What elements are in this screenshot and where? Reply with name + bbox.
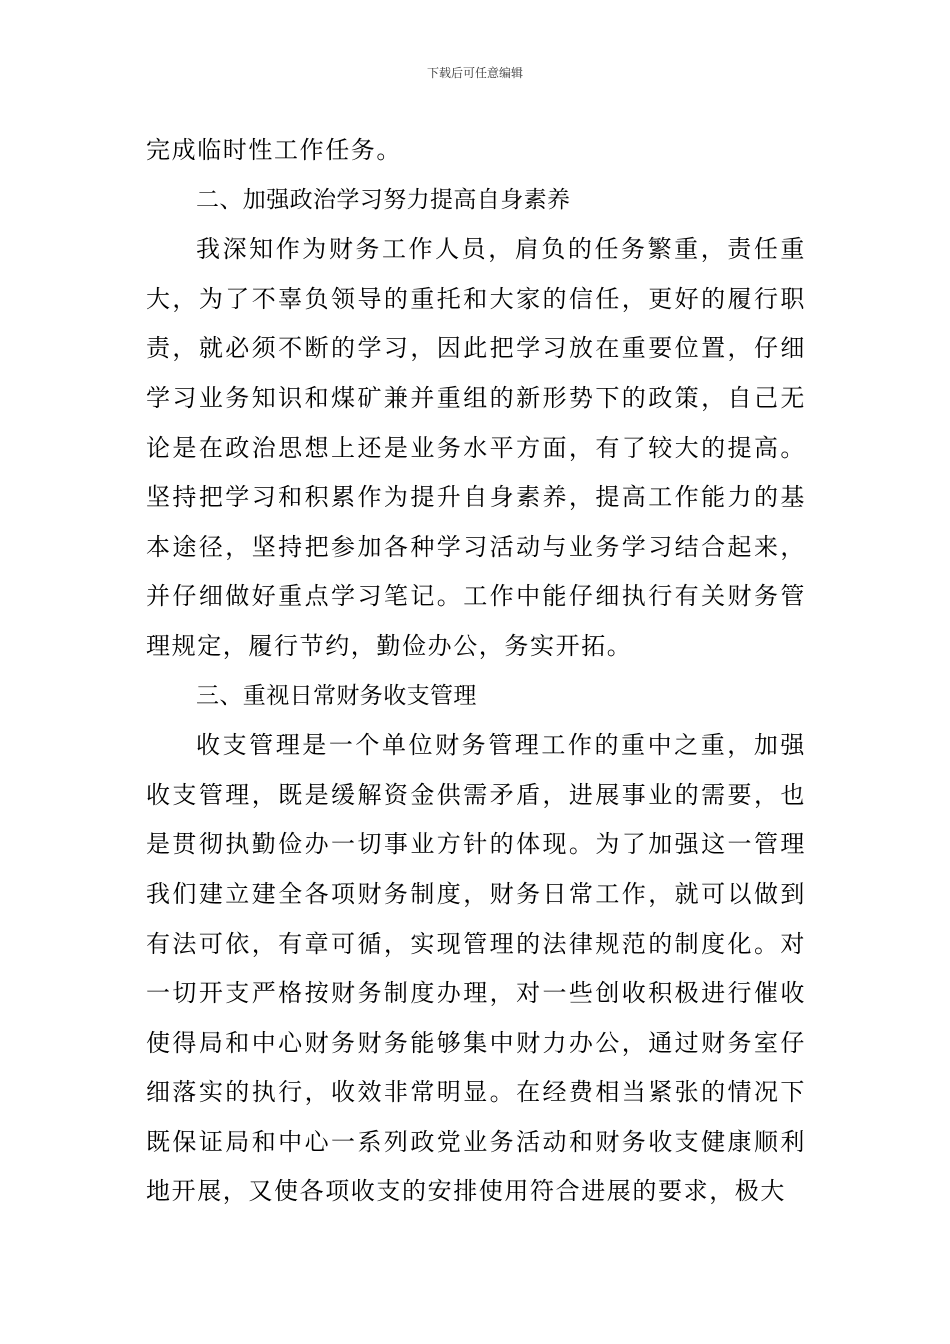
section-heading-2: 二、加强政治学习努力提高自身素养 [196,186,571,213]
section-heading-3: 三、重视日常财务收支管理 [196,682,477,709]
section-paragraph-2: 我深知作为财务工作人员，肩负的任务繁重，责任重大，为了不辜负领导的重托和大家的信任，更好的履行职责，就必须不断的学习，因此把学习放在重要位置，仔细学习业务知识和煤矿兼并重组的新形势下的政策，自己无论是在政治思想上还是业务水平方面，有了较大的提高。坚持把学习和积累作为提升自身素养，提高工作能力的基本途径，坚持把参加各种学习活动与业务学习结合起来，并仔细做好重点学习笔记。工作中能仔细执行有关财务管理规定，履行节约，勤俭办公，务实开拓。 [146,235,806,660]
page-header: 下载后可任意编辑 [426,66,523,80]
document-body [146,126,806,1217]
section-paragraph-3: 收支管理是一个单位财务管理工作的重中之重，加强收支管理，既是缓解资金供需矛盾，进展事业的需要，也是贯彻执勤俭办一切事业方针的体现。为了加强这一管理我们建立建全各项财务制度，财务日常工作，就可以做到有法可依，有章可循，实现管理的法律规范的制度化。对一切开支严格按财务制度办理，对一些创收积极进行催收使得局和中心财务财务能够集中财力办公，通过财务室仔细落实的执行，收效非常明显。在经费相当紧张的情况下既保证局和中心一系列政党业务活动和财务收支健康顺利地开展，又使各项收支的安排使用符合进展的要求，极大 [146,731,806,1206]
paragraph-continuation: 完成临时性工作任务。 [146,136,402,164]
